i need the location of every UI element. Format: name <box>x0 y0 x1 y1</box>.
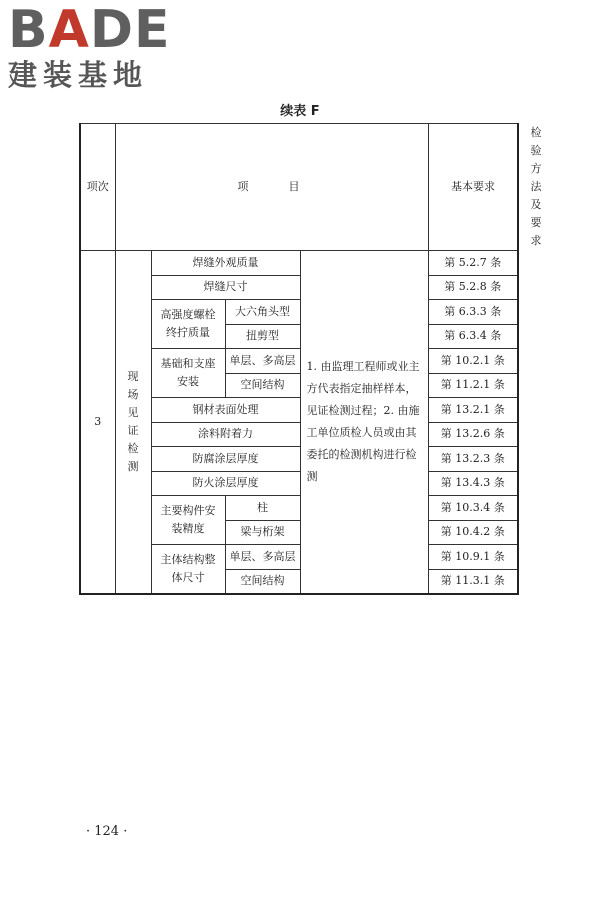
method-cell: 第 6.3.3 条 <box>428 300 518 325</box>
table-header-row: 项次 项 目 基本要求 检验方法及要求 <box>80 124 518 251</box>
method-cell: 第 11.3.1 条 <box>428 569 518 594</box>
item-label: 焊缝外观质量 <box>151 251 300 276</box>
brand-logo <box>8 0 171 92</box>
item-label: 焊缝尺寸 <box>151 275 300 300</box>
method-cell: 第 6.3.4 条 <box>428 324 518 349</box>
logo-wordmark: BADE <box>8 0 171 60</box>
item-group-label: 主要构件安装精度 <box>151 496 225 545</box>
subitem-label: 柱 <box>225 496 300 521</box>
table-row <box>80 251 518 276</box>
item-number: 3 <box>80 251 115 594</box>
method-cell: 第 10.3.4 条 <box>428 496 518 521</box>
method-cell: 第 10.4.2 条 <box>428 520 518 545</box>
item-group-label: 高强度螺栓终拧质量 <box>151 300 225 349</box>
subitem-label: 空间结构 <box>225 569 300 594</box>
subitem-label: 单层、多高层 <box>225 545 300 570</box>
item-group-label: 基础和支座安装 <box>151 349 225 398</box>
item-group-label: 主体结构整体尺寸 <box>151 545 225 594</box>
method-cell: 第 13.2.6 条 <box>428 422 518 447</box>
subitem-label: 单层、多高层 <box>225 349 300 374</box>
method-cell: 第 10.2.1 条 <box>428 349 518 374</box>
subitem-label: 空间结构 <box>225 373 300 398</box>
item-label: 涂料附着力 <box>151 422 300 447</box>
logo-subtitle: 建装基地 <box>8 58 149 92</box>
method-cell: 第 5.2.8 条 <box>428 275 518 300</box>
method-cell: 第 13.4.3 条 <box>428 471 518 496</box>
method-cell: 第 11.2.1 条 <box>428 373 518 398</box>
category-cell: 现场见证检测 <box>115 251 151 594</box>
method-cell: 第 5.2.7 条 <box>428 251 518 276</box>
item-label: 钢材表面处理 <box>151 398 300 423</box>
method-cell: 第 13.2.3 条 <box>428 447 518 472</box>
subitem-label: 扭剪型 <box>225 324 300 349</box>
header-item: 项 目 <box>115 124 428 251</box>
requirement-cell: 1. 由监理工程师或业主方代表指定抽样样本，见证检测过程；2. 由施工单位质检人员或由其委托的检测机构进行检测 <box>300 251 428 594</box>
inspection-table <box>79 123 542 595</box>
subitem-label: 梁与桁架 <box>225 520 300 545</box>
logo-accent-letter: A <box>48 0 90 60</box>
header-requirement: 基本要求 <box>428 124 518 251</box>
method-cell: 第 13.2.1 条 <box>428 398 518 423</box>
subitem-label: 大六角头型 <box>225 300 300 325</box>
item-label: 防腐涂层厚度 <box>151 447 300 472</box>
method-cell: 第 10.9.1 条 <box>428 545 518 570</box>
page-number: · 124 · <box>86 824 128 839</box>
item-label: 防火涂层厚度 <box>151 471 300 496</box>
header-no: 项次 <box>80 124 115 251</box>
table-caption: 续表 F <box>280 104 320 119</box>
